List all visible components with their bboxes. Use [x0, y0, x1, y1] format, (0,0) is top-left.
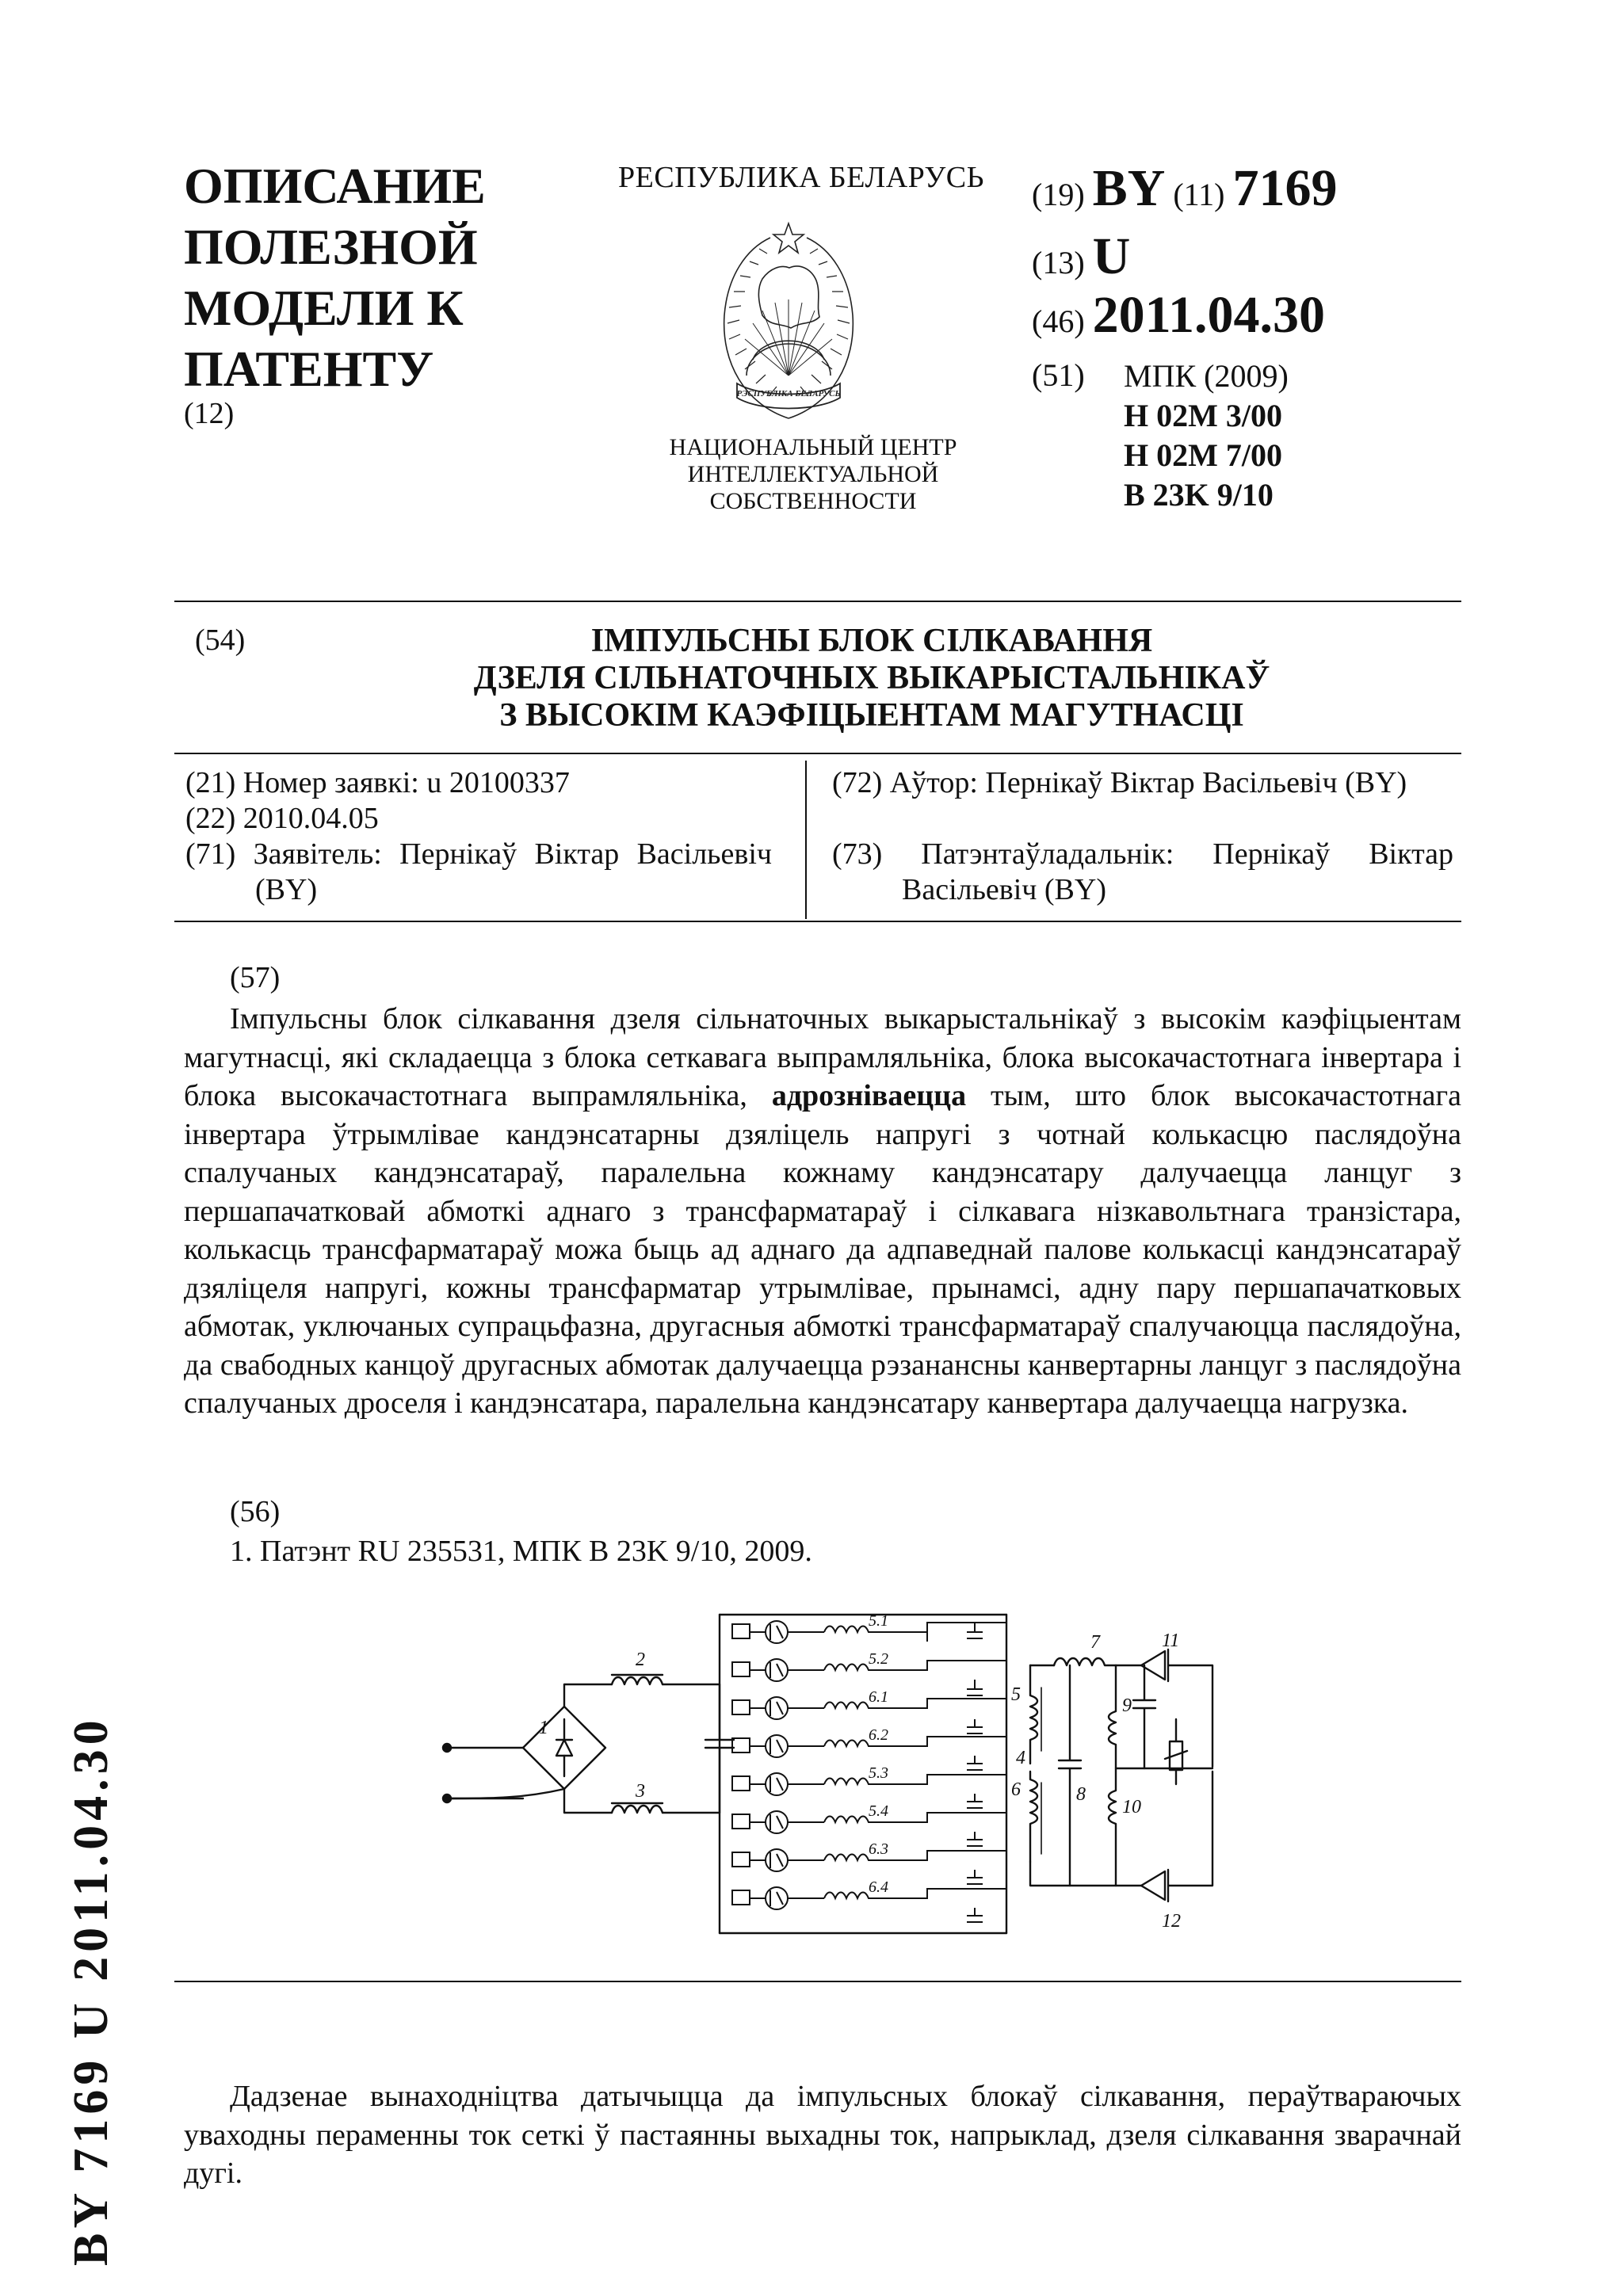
circuit-diagram — [428, 1600, 1220, 1949]
label-2: 2 — [636, 1650, 645, 1670]
title-line: МОДЕЛИ К — [184, 280, 464, 336]
applicant: (71) Заявітель: Пернікаў Віктар Васільевіч (BY) — [185, 837, 772, 906]
country-code: BY — [1092, 159, 1166, 217]
invention-title — [333, 623, 1411, 734]
inid-code-46: (46) — [1032, 303, 1085, 339]
label-8: 8 — [1076, 1784, 1086, 1805]
label-12: 12 — [1162, 1911, 1181, 1932]
claim-text — [184, 1000, 1461, 1423]
center-name-line: НАЦИОНАЛЬНЫЙ ЦЕНТР — [669, 434, 957, 460]
patent-owner: (73) Патэнтаўладальнік: Пернікаў Віктар Васільевіч (BY) — [832, 837, 1453, 906]
national-center-name — [655, 434, 972, 515]
claim-emphasis: адрозніваецца — [771, 1079, 967, 1112]
publication-date: 2011.04.30 — [1092, 286, 1325, 344]
title-line: ОПИСАНИЕ — [184, 158, 486, 214]
patent-number-line — [1032, 158, 1337, 219]
author-block — [832, 765, 1453, 801]
label-11: 11 — [1162, 1630, 1180, 1651]
inid-code-11: (11) — [1173, 177, 1225, 212]
claim-text-after: тым, што блок высокачастотнага інвертара ўтрымлівае кандэнсатарны дзяліцель напругі з чотнай колькасцю паслядоўна спалучаных кандэнсатараў, паралельна кожнаму кандэнсатару далучаецца ланцуг з першапачатковай абмоткі аднаго з трансфарматараў і сілкавага нізкавольтнага транзістара, колькасць трансфарматараў можа быць ад аднаго да адпаведнай палове колькасці кандэнсатараў дзяліцеля напругі, кожны трансфарматар утрымлівае, прынамсі, адну пару першапачатковых абмотак, уключаных супрацьфазна, другасныя абмоткі трансфарматараў спалучаюцца паслядоўна, да свабодных канцоў другасных абмотак далучаецца рэзанансны канвертарны ланцуг з паслядоўна спалучаных дроселя і кандэнсатара, паралельна кандэнсатару канвертара далучаецца нагрузка. — [184, 1079, 1461, 1420]
vertical-patent-id: BY 7169 U 2011.04.30 — [64, 1715, 118, 2266]
kind-code: U — [1092, 227, 1131, 285]
invention-title-line: ДЗЕЛЯ СІЛЬНАТОЧНЫХ ВЫКАРЫСТАЛЬНІКАЎ — [473, 660, 1270, 696]
winding-label: 5.2 — [869, 1650, 888, 1668]
inid-code-13: (13) — [1032, 245, 1085, 280]
label-9: 9 — [1122, 1695, 1132, 1716]
state-emblem-icon — [713, 220, 864, 428]
invention-title-line: З ВЫСОКІМ КАЭФІЦЫЕНТАМ МАГУТНАСЦІ — [499, 697, 1244, 734]
inid-code-12: (12) — [184, 397, 235, 430]
document-type-title — [184, 155, 596, 399]
emblem-ribbon-text: РЭСПУБЛІКА БЕЛАРУСЬ — [736, 389, 841, 399]
label-6: 6 — [1011, 1779, 1021, 1800]
republic-name: РЕСПУБЛИКА БЕЛАРУСЬ — [618, 161, 984, 194]
filing-date: (22) 2010.04.05 — [185, 802, 379, 835]
center-name-line: СОБСТВЕННОСТИ — [709, 488, 917, 514]
label-5: 5 — [1011, 1684, 1021, 1705]
label-1: 1 — [539, 1718, 548, 1738]
divider-figure-bottom — [174, 1981, 1461, 1982]
description-paragraph: Дадзенае вынаходніцтва датычыцца да імпульсных блокаў сілкавання, пераўтвараючых уваходны пераменны ток сеткі ў пастаянны выхадны ток, напрыклад, дзеля сілкавання зварачнай дугі. — [184, 2080, 1461, 2190]
patent-owner-block — [832, 837, 1453, 908]
publication-date-line — [1032, 285, 1325, 345]
ipc-class: H 02M 3/00 — [1124, 398, 1282, 433]
label-7: 7 — [1090, 1632, 1100, 1653]
title-line: ПАТЕНТУ — [184, 341, 434, 397]
label-4: 4 — [1016, 1748, 1025, 1768]
center-name-line: ИНТЕЛЛЕКТУАЛЬНОЙ — [687, 461, 939, 487]
claim-text-before: Імпульсны блок сілкавання дзеля сільнаточных выкарыстальнікаў з высокім каэфіцыентам магутнасці, які складаецца з блока сеткавага выпрамляльніка, блока высокачастотнага інвертара і блока высокачастотнага выпрамляльніка, — [184, 1002, 1461, 1112]
patent-number: 7169 — [1232, 159, 1338, 217]
winding-label: 6.3 — [869, 1840, 888, 1858]
inid-code-57: (57) — [230, 961, 281, 994]
winding-label: 6.2 — [869, 1726, 888, 1744]
divider-top — [174, 601, 1461, 602]
divider-meta-bottom — [174, 921, 1461, 922]
invention-title-line: ІМПУЛЬСНЫ БЛОК СІЛКАВАННЯ — [590, 623, 1153, 659]
title-line: ПОЛЕЗНОЙ — [184, 219, 478, 275]
ipc-classification — [1124, 357, 1289, 515]
inid-code-54: (54) — [195, 624, 246, 657]
applicant-block — [185, 837, 772, 908]
label-3: 3 — [636, 1781, 645, 1802]
winding-label: 6.1 — [869, 1688, 888, 1706]
inid-code-51: (51) — [1032, 357, 1085, 393]
meta-column-divider — [805, 761, 807, 919]
kind-code-line — [1032, 227, 1130, 287]
ipc-label: МПК (2009) — [1124, 358, 1289, 394]
author: (72) Аўтор: Пернікаў Віктар Васільевіч (BY) — [832, 766, 1407, 799]
winding-label: 5.1 — [869, 1612, 888, 1630]
ipc-class: H 02M 7/00 — [1124, 437, 1282, 473]
inid-code-56: (56) — [230, 1495, 281, 1528]
reference-item: 1. Патэнт RU 235531, МПК B 23K 9/10, 2009. — [230, 1535, 812, 1568]
winding-label: 5.4 — [869, 1802, 888, 1820]
ipc-class: B 23K 9/10 — [1124, 477, 1274, 513]
divider-meta-top — [174, 753, 1461, 754]
inverter-row — [732, 1870, 1006, 1922]
winding-label: 6.4 — [869, 1878, 888, 1896]
winding-label: 5.3 — [869, 1764, 888, 1782]
inid-code-19: (19) — [1032, 177, 1085, 212]
label-10: 10 — [1122, 1797, 1141, 1817]
application-number: (21) Номер заявкі: u 20100337 — [185, 766, 570, 799]
